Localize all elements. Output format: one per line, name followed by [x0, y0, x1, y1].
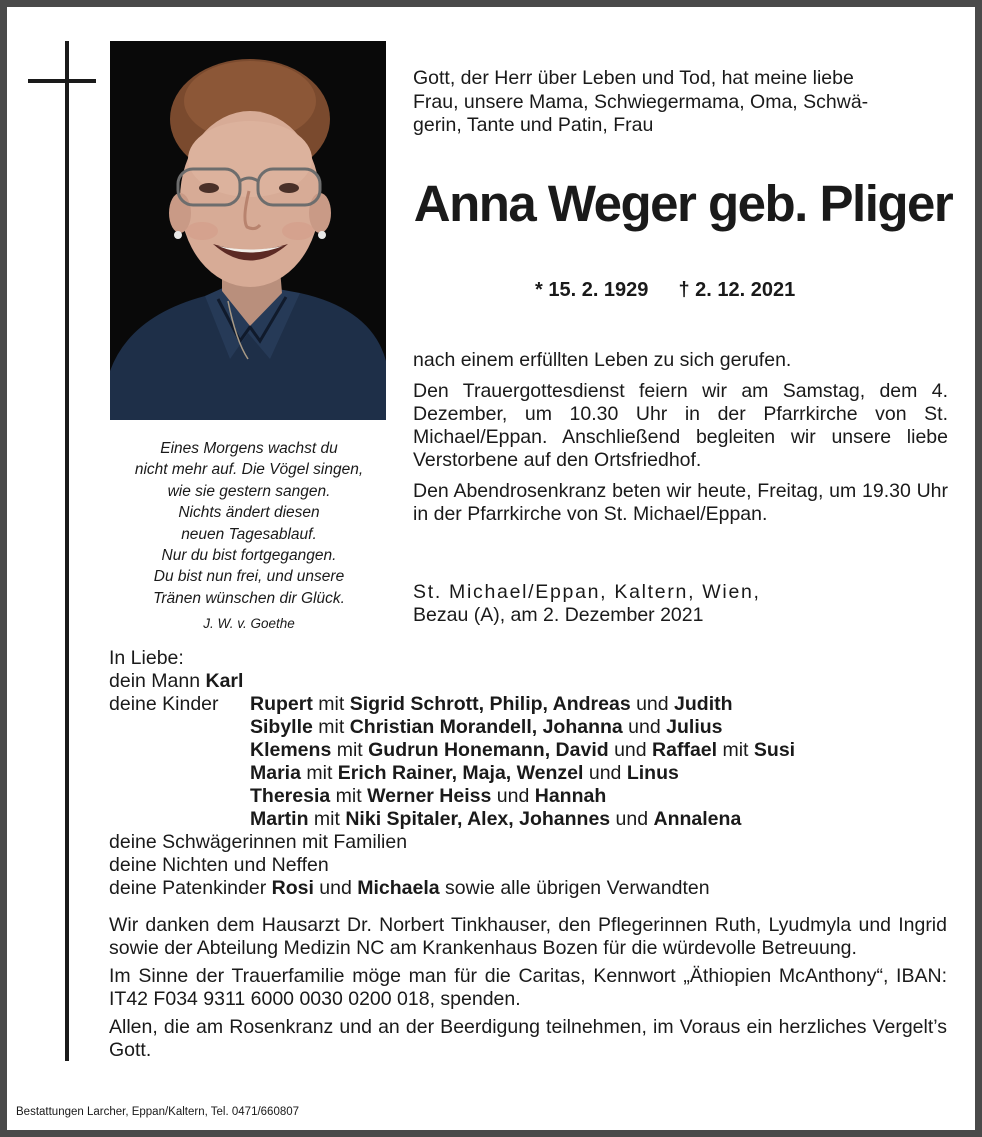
poem-line: Tränen wünschen dir Glück. — [153, 589, 345, 607]
announcement-text — [413, 349, 948, 534]
children-first-line — [109, 693, 959, 716]
death-date: † 2. 12. 2021 — [678, 279, 796, 301]
connector-text: mit — [331, 739, 369, 761]
mourners-list — [109, 647, 959, 900]
obituary-page — [7, 7, 975, 1130]
connector-text: mit — [300, 762, 338, 784]
person-name: Linus — [626, 762, 679, 784]
connector-text: und — [622, 716, 667, 738]
person-name: Sibylle — [250, 716, 313, 738]
siblings-in-law-line: deine Schwägerinnen mit Familien — [109, 831, 408, 853]
person-name: Judith — [674, 693, 733, 715]
intro-text — [413, 67, 948, 138]
person-name: Sigrid Schrott, Philip, Andreas — [349, 693, 631, 715]
donation-paragraph: Im Sinne der Trauerfamilie möge man für die Caritas, Kennwort „Äthiopien McAnthony“, IBAN: IT42 F034 9311 6000 0030 0200 018, spenden. — [109, 965, 947, 1010]
person-name: Maria — [250, 762, 301, 784]
connector-text: und — [583, 762, 627, 784]
place-line: St. Michael/Eppan, Kaltern, Wien, — [413, 581, 761, 603]
funeral-text: Den Trauergottesdienst feiern wir am Samstag, dem 4. Dezember, um 10.30 Uhr in der Pfarrkirche von St. Michael/Eppan. Anschließend begleiten wir unsere liebe Verstorbene auf den Ortsfriedhof. — [413, 380, 948, 471]
connector-text: mit — [717, 739, 754, 761]
date-line: Bezau (A), am 2. Dezember 2021 — [413, 604, 704, 626]
child-line — [109, 785, 959, 808]
connector-text: und — [313, 877, 358, 899]
intro-line: Frau, unsere Mama, Schwiegermama, Oma, Schwä- — [413, 90, 869, 113]
life-dates — [535, 279, 795, 302]
person-name: Werner Heiss — [367, 785, 492, 807]
children-label: deine Kinder — [109, 693, 219, 715]
connector-text: und — [491, 785, 535, 807]
portrait-photo — [110, 41, 386, 420]
poem-line: Du bist nun frei, und unsere — [153, 568, 345, 586]
poem-line: Nur du bist fortgegangen. — [161, 547, 337, 565]
connector-text: deine Patenkinder — [109, 877, 272, 899]
person-name: Rosi — [271, 877, 314, 899]
poem-author: J. W. v. Goethe — [203, 616, 295, 632]
person-name: Annalena — [653, 808, 742, 830]
person-name: Martin — [250, 808, 309, 830]
poem-line: neuen Tagesablauf. — [181, 525, 317, 543]
called-home-text: nach einem erfüllten Leben zu sich gerufen. — [413, 349, 792, 371]
child-line — [250, 693, 733, 716]
intro-line: gerin, Tante und Patin, Frau — [413, 114, 654, 136]
connector-text: und — [608, 739, 653, 761]
poem-line: Eines Morgens wachst du — [160, 440, 338, 457]
connector-text: und — [630, 693, 675, 715]
poem-line: Nichts ändert diesen — [178, 504, 320, 522]
place-and-date — [413, 581, 948, 627]
person-name: Raffael — [652, 739, 718, 761]
child-line — [109, 762, 959, 785]
person-name: Julius — [666, 716, 723, 738]
person-name: Erich Rainer, Maja, Wenzel — [337, 762, 584, 784]
funeral-home-footer: Bestattungen Larcher, Eppan/Kaltern, Tel. 0471/660807 — [16, 1106, 300, 1118]
connector-text: mit — [330, 785, 368, 807]
person-name: Michaela — [357, 877, 440, 899]
goethe-poem — [99, 438, 399, 635]
person-name: Niki Spitaler, Alex, Johannes — [345, 808, 611, 830]
husband-prefix: dein Mann — [109, 670, 206, 692]
connector-text: mit — [312, 716, 350, 738]
birth-date: * 15. 2. 1929 — [535, 279, 649, 301]
rosary-text: Den Abendrosenkranz beten wir heute, Freitag, um 19.30 Uhr in der Pfarrkirche von St. Michael/Eppan. — [413, 480, 948, 525]
cross-vertical-bar — [65, 41, 69, 1061]
husband-line — [109, 670, 959, 693]
gratitude-paragraph: Allen, die am Rosenkranz und an der Beerdigung teilnehmen, im Voraus ein herzliches Vergelt’s Gott. — [109, 1016, 947, 1061]
child-line — [109, 808, 959, 831]
person-name: Rupert — [250, 693, 313, 715]
deceased-name: Anna Weger geb. Pliger — [413, 175, 953, 232]
thanks-paragraph: Wir danken dem Hausarzt Dr. Norbert Tinkhauser, den Pflegerinnen Ruth, Lyudmyla und Ingrid sowie der Abteilung Medizin NC am Krankenhaus Bozen für die würdevolle Betreuung. — [109, 914, 947, 959]
connector-text: mit — [312, 693, 350, 715]
nieces-nephews-line: deine Nichten und Neffen — [109, 854, 329, 876]
person-name: Hannah — [534, 785, 607, 807]
closing-text — [109, 914, 947, 1067]
person-name: Klemens — [250, 739, 332, 761]
person-name: Gudrun Honemann, David — [368, 739, 609, 761]
connector-text: sowie alle übrigen Verwandten — [439, 877, 710, 899]
intro-line: Gott, der Herr über Leben und Tod, hat meine liebe — [413, 67, 854, 89]
child-line — [109, 716, 959, 739]
husband-name: Karl — [205, 670, 244, 692]
poem-line: wie sie gestern sangen. — [167, 482, 331, 500]
mourners-heading: In Liebe: — [109, 647, 184, 669]
cross-horizontal-bar — [28, 79, 96, 83]
godchildren-line — [109, 877, 959, 900]
person-name: Susi — [753, 739, 796, 761]
person-name: Theresia — [250, 785, 331, 807]
person-name: Christian Morandell, Johanna — [349, 716, 623, 738]
child-line — [109, 739, 959, 762]
poem-line: nicht mehr auf. Die Vögel singen, — [134, 461, 364, 479]
connector-text: und — [610, 808, 654, 830]
connector-text: mit — [308, 808, 346, 830]
